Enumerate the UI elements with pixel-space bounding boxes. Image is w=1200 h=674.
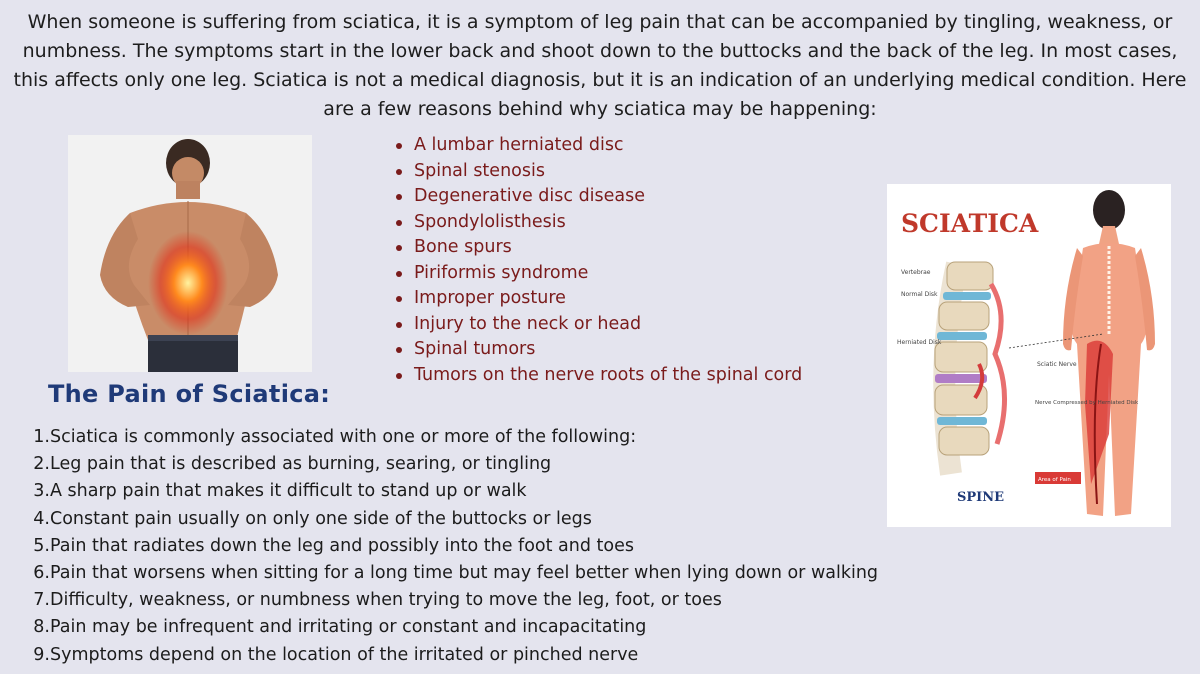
sciatica-diagram [887, 184, 1171, 527]
bullet-icon [396, 220, 402, 226]
back-pain-illustration [68, 135, 312, 372]
symptom-item [24, 587, 878, 614]
bullet-icon [396, 194, 402, 200]
section-title: The Pain of Sciatica: [48, 380, 331, 408]
symptom-number: 4. [33, 508, 50, 529]
symptom-item [24, 614, 878, 641]
cause-text: Injury to the neck or head [414, 313, 642, 334]
symptom-number: 1. [33, 427, 50, 447]
spine-label: SPINE [957, 490, 1005, 505]
cause-item [393, 261, 802, 287]
symptom-text: Constant pain usually on only one side of the buttocks or legs [50, 508, 592, 529]
cause-text: Degenerative disc disease [414, 186, 646, 206]
cause-item [393, 184, 802, 210]
symptom-number: 3. [33, 481, 50, 502]
symptom-item [24, 451, 878, 478]
cause-text: A lumbar herniated disc [414, 135, 624, 155]
bullet-icon [396, 169, 402, 175]
cause-text: Tumors on the nerve roots of the spinal cord [414, 364, 803, 385]
symptom-number: 6. [33, 563, 50, 584]
bullet-icon [396, 296, 402, 302]
symptom-text: Pain may be infrequent and irritating or constant and incapacitating [50, 617, 647, 638]
symptoms-list [24, 424, 878, 669]
bullet-icon [396, 271, 402, 277]
bullet-icon [396, 322, 402, 328]
cause-item [393, 286, 802, 312]
symptom-item [24, 478, 878, 505]
cause-item [393, 337, 802, 363]
cause-text: Piriformis syndrome [414, 262, 589, 283]
bullet-icon [396, 143, 402, 149]
back-pain-photo [68, 135, 312, 372]
symptom-item [24, 506, 878, 533]
cause-item [393, 363, 802, 389]
symptom-item [24, 533, 878, 560]
label-normal-disk: Normal Disk [901, 291, 938, 298]
intro-paragraph: When someone is suffering from sciatica, it is a symptom of leg pain that can be accompanied by tingling, weakness, or numbness. The symptoms start in the lower back and shoot down to the buttocks and the back of the leg. In most cases, this affects only one leg. Sciatica is not a medical diagnosis, but it is an indication of an underlying medical condition. Here are a few reasons behind why sciatica may be happening: [13, 11, 1187, 120]
symptom-text: Leg pain that is described as burning, searing, or tingling [50, 454, 552, 475]
cause-item [393, 312, 802, 338]
symptom-item [24, 424, 878, 451]
cause-text: Improper posture [414, 288, 566, 308]
cause-item [393, 159, 802, 185]
bullet-icon [396, 373, 402, 379]
causes-list [393, 133, 802, 388]
diagram-title: SCIATICA [901, 209, 1039, 238]
symptom-item [24, 642, 878, 669]
symptom-number: 2. [33, 454, 50, 475]
symptom-text: Symptoms depend on the location of the irritated or pinched nerve [50, 644, 639, 665]
sciatica-diagram-art [887, 184, 1171, 527]
bullet-icon [396, 347, 402, 353]
cause-item [393, 210, 802, 236]
symptom-text: A sharp pain that makes it difficult to stand up or walk [50, 481, 527, 502]
symptom-text: Pain that radiates down the leg and possibly into the foot and toes [50, 535, 634, 556]
label-vertebrae: Vertebrae [901, 269, 931, 276]
symptom-number: 8. [33, 617, 50, 638]
cause-item [393, 235, 802, 261]
cause-text: Bone spurs [414, 237, 512, 257]
cause-text: Spinal tumors [414, 339, 536, 359]
symptom-text: Sciatica is commonly associated with one or more of the following: [50, 427, 637, 447]
symptom-number: 9. [33, 644, 50, 665]
symptom-item [24, 560, 878, 587]
label-compressed: Nerve Compressed by Herniated Disk [1035, 400, 1139, 406]
label-area-of-pain: Area of Pain [1038, 477, 1071, 483]
symptom-text: Difficulty, weakness, or numbness when trying to move the leg, foot, or toes [50, 590, 722, 611]
symptom-number: 7. [33, 590, 50, 611]
cause-item [393, 133, 802, 159]
label-herniated-disk: Herniated Disk [897, 339, 942, 346]
label-sciatic-nerve: Sciatic Nerve [1037, 361, 1077, 368]
bullet-icon [396, 245, 402, 251]
cause-text: Spondylolisthesis [414, 211, 566, 232]
symptom-number: 5. [33, 535, 50, 556]
symptom-text: Pain that worsens when sitting for a long time but may feel better when lying down or walking [50, 563, 879, 584]
cause-text: Spinal stenosis [414, 160, 545, 181]
